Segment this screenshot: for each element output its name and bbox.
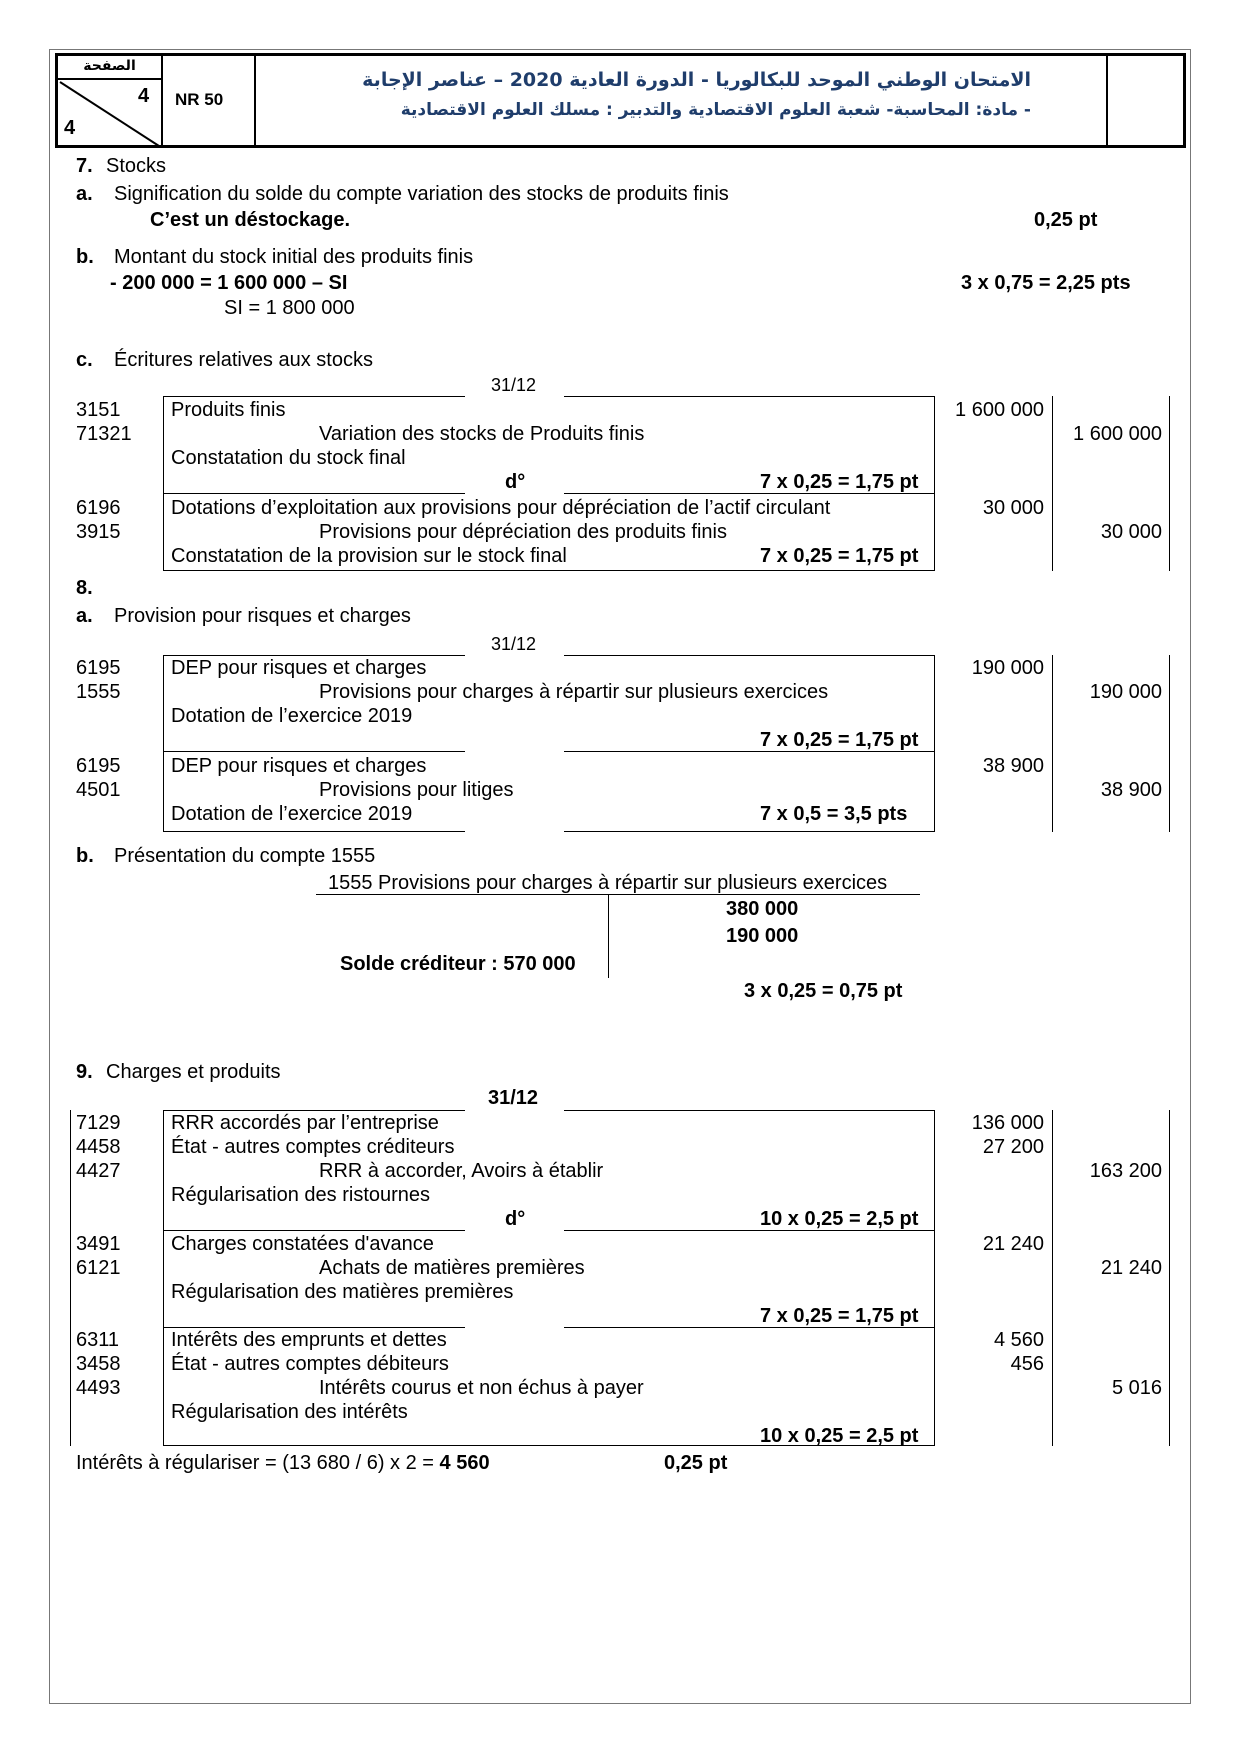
header-title-line2: - مادة: المحاسبة- شعبة العلوم الاقتصادية والتدبير : مسلك العلوم الاقتصادية [400, 100, 1031, 120]
account-number: 6311 [76, 1329, 120, 1351]
s7-title: Stocks [106, 155, 167, 177]
entry-line: Constatation du stock final [171, 447, 406, 469]
entry-points: 10 x 0,25 = 2,5 pt [760, 1208, 919, 1230]
account-number: 4427 [76, 1160, 121, 1182]
account-number: 1555 [76, 681, 121, 703]
credit-entry: 190 000 [726, 925, 799, 947]
s7-a-answer: C’est un déstockage. [150, 209, 351, 231]
entry-line: RRR accordés par l’entreprise [171, 1112, 439, 1134]
header-title-line1: الامتحان الوطني الموحد للبكالوريا - الدورة العادية 2020 – عناصر الإجابة [362, 69, 1031, 91]
calc-points: 0,25 pt [664, 1452, 728, 1474]
title-box [254, 56, 1108, 145]
page-total: 4 [64, 117, 76, 139]
entry-points: 7 x 0,25 = 1,75 pt [760, 545, 919, 567]
entry-points: 10 x 0,25 = 2,5 pt [760, 1425, 919, 1447]
entry-line: Régularisation des matières premières [171, 1281, 514, 1303]
page-label: الصفحة [58, 56, 161, 80]
credit-amount: 30 000 [1100, 521, 1162, 543]
s8-a-question: Provision pour risques et charges [114, 605, 411, 627]
entry-points: 7 x 0,25 = 1,75 pt [760, 471, 919, 493]
entry-line: Dotation de l’exercice 2019 [171, 705, 413, 727]
debit-amount: 21 240 [982, 1233, 1044, 1255]
page-number-box [58, 56, 163, 145]
entry-line: État - autres comptes créditeurs [171, 1136, 455, 1158]
credit-amount: 190 000 [1089, 681, 1162, 703]
entry-line: Intérêts courus et non échus à payer [319, 1377, 644, 1399]
page-num: 4 [138, 85, 150, 107]
calc-result: 4 560 [439, 1452, 490, 1474]
entry-line: DEP pour risques et charges [171, 657, 427, 679]
debit-amount: 38 900 [982, 755, 1044, 777]
entry-line: Charges constatées d'avance [171, 1233, 434, 1255]
entry-line: Dotation de l’exercice 2019 [171, 803, 413, 825]
s7-b-equation: - 200 000 = 1 600 000 – SI [110, 272, 348, 294]
s8-number: 8. [76, 577, 93, 599]
entry-line: Intérêts des emprunts et dettes [171, 1329, 447, 1351]
journal-date: 31/12 [491, 375, 537, 395]
s7-a-question: Signification du solde du compte variation des stocks de produits finis [114, 183, 729, 205]
entry-separator: d° [505, 1208, 526, 1230]
credit-entry: 380 000 [726, 898, 799, 920]
entry-line: Provisions pour litiges [319, 779, 514, 801]
page-header [55, 53, 1186, 148]
entry-line: Dotations d’exploitation aux provisions pour dépréciation de l’actif circulant [171, 497, 831, 519]
s7-number: 7. [76, 155, 93, 177]
credit-amount: 38 900 [1100, 779, 1162, 801]
account-number: 4458 [76, 1136, 121, 1158]
s8-a-label: a. [76, 605, 93, 627]
exam-code: NR 50 [175, 90, 224, 109]
s7-b-result: SI = 1 800 000 [224, 297, 355, 319]
entry-line: État - autres comptes débiteurs [171, 1353, 449, 1375]
entry-line: RRR à accorder, Avoirs à établir [319, 1160, 604, 1182]
account-number: 4493 [76, 1377, 121, 1399]
credit-amount: 163 200 [1089, 1160, 1162, 1182]
debit-amount: 190 000 [971, 657, 1044, 679]
code-box [161, 56, 256, 145]
interest-calculation [76, 1451, 490, 1475]
entry-points: 7 x 0,25 = 1,75 pt [760, 1305, 919, 1327]
account-number: 3491 [76, 1233, 121, 1255]
t-account-title: 1555 Provisions pour charges à répartir sur plusieurs exercices [328, 872, 888, 894]
s9-title: Charges et produits [106, 1061, 281, 1083]
credit-amount: 21 240 [1100, 1257, 1162, 1279]
credit-amount: 5 016 [1111, 1377, 1162, 1399]
entry-line: Régularisation des intérêts [171, 1401, 408, 1423]
entry-line: Régularisation des ristournes [171, 1184, 431, 1206]
entry-line: Variation des stocks de Produits finis [319, 423, 645, 445]
calc-text: Intérêts à régulariser = (13 680 / 6) x 2 = [76, 1452, 440, 1474]
debit-amount: 27 200 [982, 1136, 1044, 1158]
entry-line: Produits finis [171, 399, 286, 421]
entry-points: 7 x 0,5 = 3,5 pts [760, 803, 908, 825]
entry-line: Provisions pour dépréciation des produits finis [319, 521, 727, 543]
entry-line: Provisions pour charges à répartir sur plusieurs exercices [319, 681, 829, 703]
account-number: 6121 [76, 1257, 121, 1279]
s7-b-points: 3 x 0,75 = 2,25 pts [961, 272, 1131, 294]
s7-a-label: a. [76, 183, 93, 205]
s8-b-question: Présentation du compte 1555 [114, 845, 376, 867]
s8-b-label: b. [76, 845, 94, 867]
entry-line: DEP pour risques et charges [171, 755, 427, 777]
account-number: 7129 [76, 1112, 121, 1134]
account-number: 6196 [76, 497, 121, 519]
account-number: 6195 [76, 657, 121, 679]
account-number: 3458 [76, 1353, 121, 1375]
journal-date: 31/12 [491, 634, 537, 654]
entry-line: Achats de matières premières [319, 1257, 585, 1279]
s7-b-question: Montant du stock initial des produits finis [114, 246, 474, 268]
t-account-points: 3 x 0,25 = 0,75 pt [744, 980, 903, 1002]
s7-c-question: Écritures relatives aux stocks [114, 349, 373, 371]
s7-b-label: b. [76, 246, 94, 268]
s9-number: 9. [76, 1061, 93, 1083]
s7-a-points: 0,25 pt [1034, 209, 1098, 231]
account-number: 4501 [76, 779, 121, 801]
debit-amount: 30 000 [982, 497, 1044, 519]
credit-amount: 1 600 000 [1073, 423, 1162, 445]
s7-c-label: c. [76, 349, 93, 371]
debit-amount: 136 000 [971, 1112, 1044, 1134]
account-number: 3915 [76, 521, 121, 543]
entry-points: 7 x 0,25 = 1,75 pt [760, 729, 919, 751]
debit-amount: 4 560 [993, 1329, 1044, 1351]
debit-amount: 1 600 000 [955, 399, 1044, 421]
account-number: 3151 [76, 399, 121, 421]
entry-line: Constatation de la provision sur le stock final [171, 545, 567, 567]
journal-date: 31/12 [488, 1087, 539, 1109]
balance: Solde créditeur : 570 000 [340, 953, 576, 975]
account-number: 71321 [76, 423, 132, 445]
debit-amount: 456 [1010, 1353, 1044, 1375]
entry-separator: d° [505, 471, 526, 493]
account-number: 6195 [76, 755, 121, 777]
